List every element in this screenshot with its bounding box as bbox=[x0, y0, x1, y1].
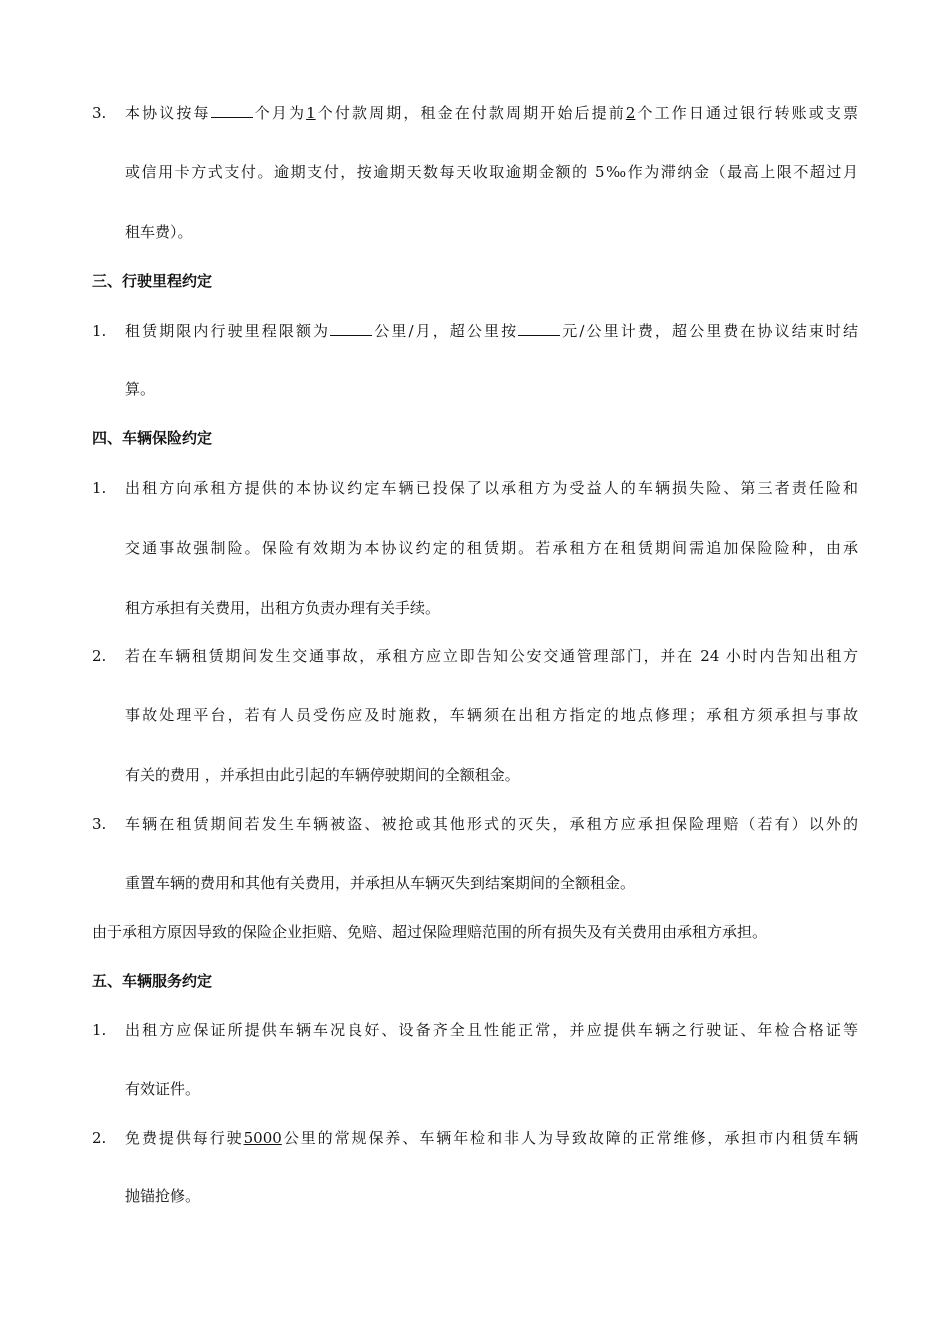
underlined-km-interval: 5000 bbox=[243, 1129, 282, 1147]
insurance-clause-2-line-1: 若在车辆租赁期间发生交通事故，承租方应立即告知公安交通管理部门，并在 24 小时内告知出租方 bbox=[125, 647, 858, 665]
blank-price-per-km bbox=[518, 321, 560, 336]
underlined-period-count: 1 bbox=[306, 104, 316, 122]
service-clause-1-line-1: 出租方应保证所提供车辆车况良好、设备齐全且性能正常，并应提供车辆之行驶证、年检合格证等 bbox=[125, 1021, 858, 1039]
section-heading-service: 五、车辆服务约定 bbox=[92, 972, 213, 990]
insurance-clause-2-line-2: 事故处理平台，若有人员受伤应及时施救，车辆须在出租方指定的地点修理；承租方须承担与事故 bbox=[125, 706, 858, 724]
insurance-clause-2-line-3: 有关的费用 ，并承担由此引起的车辆停驶期间的全额租金。 bbox=[125, 766, 520, 784]
insurance-clause-3-line-1: 车辆在租赁期间若发生车辆被盗、被抢或其他形式的灭失，承租方应承担保险理赔（若有）以外的 bbox=[125, 815, 858, 833]
blank-km-limit bbox=[330, 321, 372, 336]
underlined-workdays: 2 bbox=[625, 104, 636, 122]
insurance-note: 由于承租方原因导致的保险企业拒赔、免赔、超过保险理赔范围的所有损失及有关费用由承租方承担。 bbox=[92, 923, 768, 941]
payment-clause-line-3: 租车费）。 bbox=[125, 223, 193, 241]
service-clause-1-line-2: 有效证件。 bbox=[125, 1080, 201, 1098]
section-heading-mileage: 三、行驶里程约定 bbox=[92, 272, 213, 290]
list-number: 2. bbox=[92, 647, 107, 665]
list-number: 3. bbox=[92, 815, 107, 833]
section-heading-insurance: 四、车辆保险约定 bbox=[92, 429, 213, 447]
mileage-clause-line-2: 算。 bbox=[125, 380, 156, 398]
payment-clause-line-2: 或信用卡方式支付。逾期支付，按逾期天数每天收取逾期金额的 5‰作为滞纳金（最高上限不超过月 bbox=[125, 163, 858, 181]
insurance-clause-3-line-2: 重置车辆的费用和其他有关费用，并承担从车辆灭失到结案期间的全额租金。 bbox=[125, 874, 636, 892]
list-number: 1. bbox=[92, 322, 107, 340]
insurance-clause-1-line-1: 出租方向承租方提供的本协议约定车辆已投保了以承租方为受益人的车辆损失险、第三者责任险和 bbox=[125, 479, 858, 497]
list-number: 2. bbox=[92, 1129, 107, 1147]
list-number: 3. bbox=[92, 104, 107, 122]
service-clause-2-line-2: 抛锚抢修。 bbox=[125, 1187, 201, 1205]
insurance-clause-1-line-2: 交通事故强制险。保险有效期为本协议约定的租赁期。若承租方在租赁期间需追加保险险种，由承 bbox=[125, 539, 858, 557]
service-clause-2-line-1: 免费提供每行驶5000公里的常规保养、车辆年检和非人为导致故障的正常维修，承担市内租赁车辆 bbox=[125, 1129, 858, 1147]
mileage-clause-line-1: 租赁期限内行驶里程限额为 公里/月，超公里按 元/公里计费，超公里费在协议结束时结 bbox=[125, 322, 858, 340]
blank-months bbox=[211, 103, 253, 118]
payment-clause-line-1: 本协议按每 个月为1个付款周期，租金在付款周期开始后提前2个工作日通过银行转账或支票 bbox=[125, 104, 858, 122]
insurance-clause-1-line-3: 租方承担有关费用，出租方负责办理有关手续。 bbox=[125, 599, 441, 617]
list-number: 1. bbox=[92, 1021, 107, 1039]
list-number: 1. bbox=[92, 479, 107, 497]
